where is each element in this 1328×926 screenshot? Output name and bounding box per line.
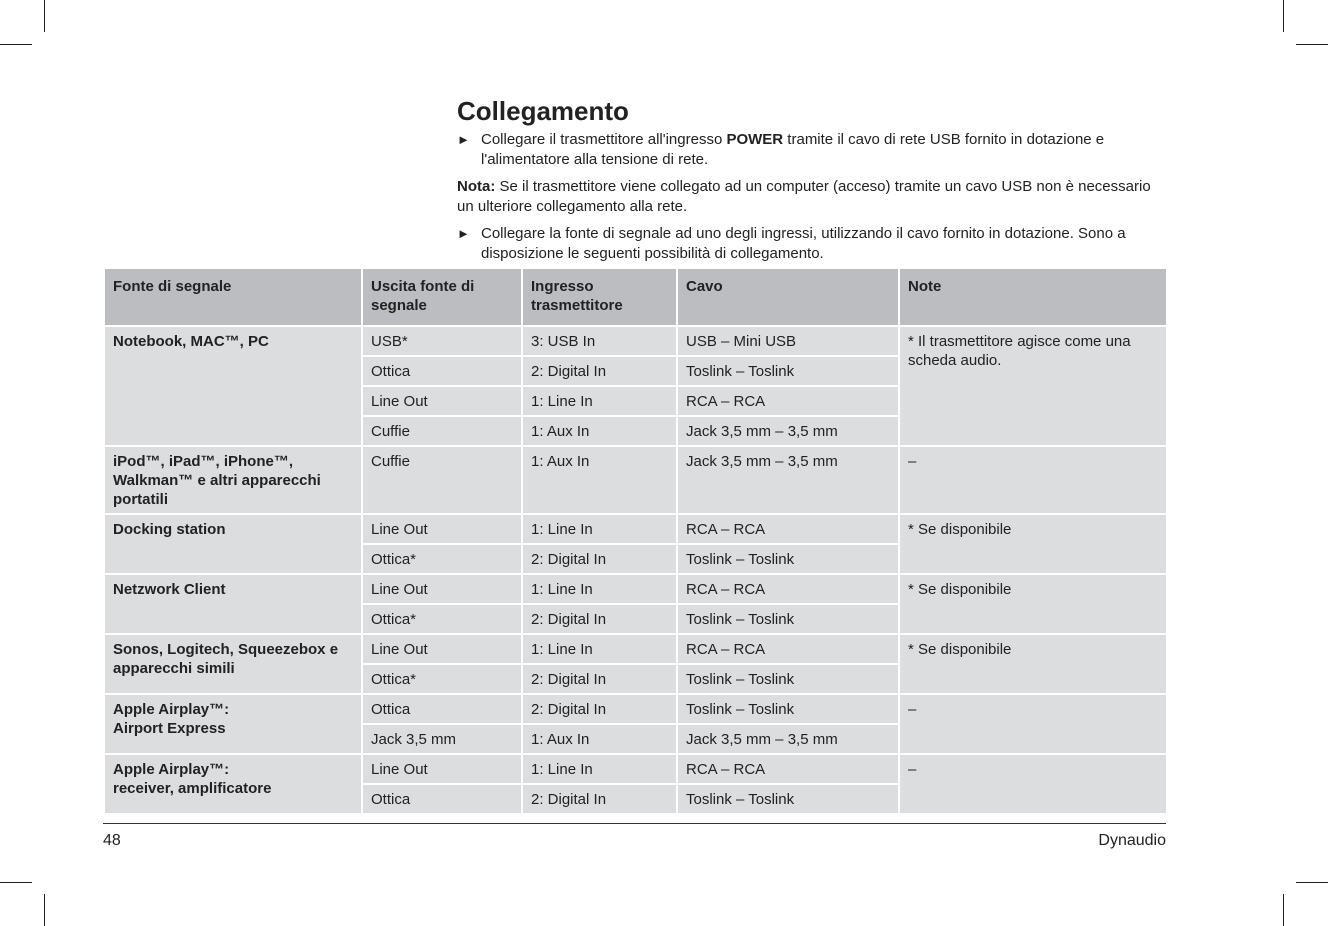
input-cell: 2: Digital In — [522, 664, 677, 694]
source-cell: Apple Airplay™: Airport Express — [104, 694, 362, 754]
input-cell: 1: Line In — [522, 634, 677, 664]
note-cell: * Se disponibile — [899, 574, 1167, 634]
cable-cell: RCA – RCA — [677, 634, 899, 664]
output-cell: Jack 3,5 mm — [362, 724, 522, 754]
input-cell: 1: Aux In — [522, 446, 677, 514]
instruction-bullet — [457, 130, 1167, 170]
output-cell: Ottica* — [362, 664, 522, 694]
table-row — [104, 326, 1167, 356]
connection-table — [103, 267, 1168, 815]
output-cell: Line Out — [362, 754, 522, 784]
crop-mark — [44, 894, 45, 926]
note-cell: – — [899, 754, 1167, 814]
brand-name: Dynaudio — [1098, 832, 1166, 849]
input-cell: 1: Line In — [522, 574, 677, 604]
crop-mark — [1296, 44, 1328, 45]
instruction-bullet — [457, 224, 1167, 264]
section-title: Collegamento — [457, 96, 629, 126]
output-cell: Ottica* — [362, 544, 522, 574]
output-cell: Line Out — [362, 574, 522, 604]
output-cell: Ottica — [362, 356, 522, 386]
table-row — [104, 694, 1167, 724]
input-cell: 1: Line In — [522, 386, 677, 416]
table-row — [104, 446, 1167, 514]
note-label: Nota: — [457, 178, 496, 195]
cable-cell: Toslink – Toslink — [677, 694, 899, 724]
output-cell: Ottica — [362, 784, 522, 814]
output-cell: Ottica — [362, 694, 522, 724]
header-input: Ingresso trasmettitore — [522, 268, 677, 326]
input-cell: 1: Aux In — [522, 724, 677, 754]
cable-cell: RCA – RCA — [677, 574, 899, 604]
cable-cell: Jack 3,5 mm – 3,5 mm — [677, 416, 899, 446]
instruction-text: Collegare la fonte di segnale ad uno degli ingressi, utilizzando il cavo fornito in dotazione. Sono a disposizione le seguenti possibilità di collegamento. — [481, 225, 1126, 262]
table-row — [104, 574, 1167, 604]
header-notes: Note — [899, 268, 1167, 326]
crop-mark — [0, 44, 32, 45]
page-number: 48 — [103, 832, 121, 849]
instruction-text: Collegare il trasmettitore all'ingresso POWER tramite il cavo di rete USB fornito in dotazione e l'alimentatore alla tensione di rete. — [481, 131, 1105, 168]
output-cell: Line Out — [362, 514, 522, 544]
intro-section — [457, 96, 1167, 271]
cable-cell: Toslink – Toslink — [677, 544, 899, 574]
table-header-row — [104, 268, 1167, 326]
source-cell: Apple Airplay™: receiver, amplificatore — [104, 754, 362, 814]
header-source: Fonte di segnale — [104, 268, 362, 326]
input-cell: 3: USB In — [522, 326, 677, 356]
input-cell: 1: Line In — [522, 754, 677, 784]
cable-cell: RCA – RCA — [677, 514, 899, 544]
cable-cell: Toslink – Toslink — [677, 604, 899, 634]
note-text: Se il trasmettitore viene collegato ad un computer (acceso) tramite un cavo USB non è necessario un ulteriore collegamento alla rete. — [457, 178, 1151, 215]
cable-cell: Toslink – Toslink — [677, 356, 899, 386]
arrow-bullet-icon: ► — [457, 132, 470, 147]
arrow-bullet-icon: ► — [457, 226, 470, 241]
source-cell: Sonos, Logitech, Squeezebox e apparecchi simili — [104, 634, 362, 694]
output-cell: Cuffie — [362, 416, 522, 446]
cable-cell: RCA – RCA — [677, 754, 899, 784]
cable-cell: Toslink – Toslink — [677, 664, 899, 694]
crop-mark — [0, 882, 32, 883]
input-cell: 1: Line In — [522, 514, 677, 544]
cable-cell: Jack 3,5 mm – 3,5 mm — [677, 446, 899, 514]
cable-cell: RCA – RCA — [677, 386, 899, 416]
note-cell: * Il trasmettitore agisce come una scheda audio. — [899, 326, 1167, 446]
source-cell: Notebook, MAC™, PC — [104, 326, 362, 446]
note-cell: – — [899, 446, 1167, 514]
input-cell: 1: Aux In — [522, 416, 677, 446]
source-cell: iPod™, iPad™, iPhone™, Walkman™ e altri apparecchi portatili — [104, 446, 362, 514]
output-cell: USB* — [362, 326, 522, 356]
input-cell: 2: Digital In — [522, 356, 677, 386]
header-output: Uscita fonte di segnale — [362, 268, 522, 326]
crop-mark — [1296, 882, 1328, 883]
table-row — [104, 514, 1167, 544]
output-cell: Cuffie — [362, 446, 522, 514]
crop-mark — [1283, 0, 1284, 32]
input-cell: 2: Digital In — [522, 604, 677, 634]
note-cell: – — [899, 694, 1167, 754]
crop-mark — [1283, 894, 1284, 926]
output-cell: Line Out — [362, 634, 522, 664]
cable-cell: USB – Mini USB — [677, 326, 899, 356]
cable-cell: Toslink – Toslink — [677, 784, 899, 814]
footer-divider — [103, 823, 1166, 824]
input-cell: 2: Digital In — [522, 694, 677, 724]
cable-cell: Jack 3,5 mm – 3,5 mm — [677, 724, 899, 754]
table-row — [104, 634, 1167, 664]
crop-mark — [44, 0, 45, 32]
source-cell: Docking station — [104, 514, 362, 574]
input-cell: 2: Digital In — [522, 784, 677, 814]
note-cell: * Se disponibile — [899, 514, 1167, 574]
output-cell: Line Out — [362, 386, 522, 416]
note-cell: * Se disponibile — [899, 634, 1167, 694]
table-row — [104, 754, 1167, 784]
header-cable: Cavo — [677, 268, 899, 326]
note-paragraph — [457, 177, 1167, 217]
input-cell: 2: Digital In — [522, 544, 677, 574]
output-cell: Ottica* — [362, 604, 522, 634]
source-cell: Netzwork Client — [104, 574, 362, 634]
